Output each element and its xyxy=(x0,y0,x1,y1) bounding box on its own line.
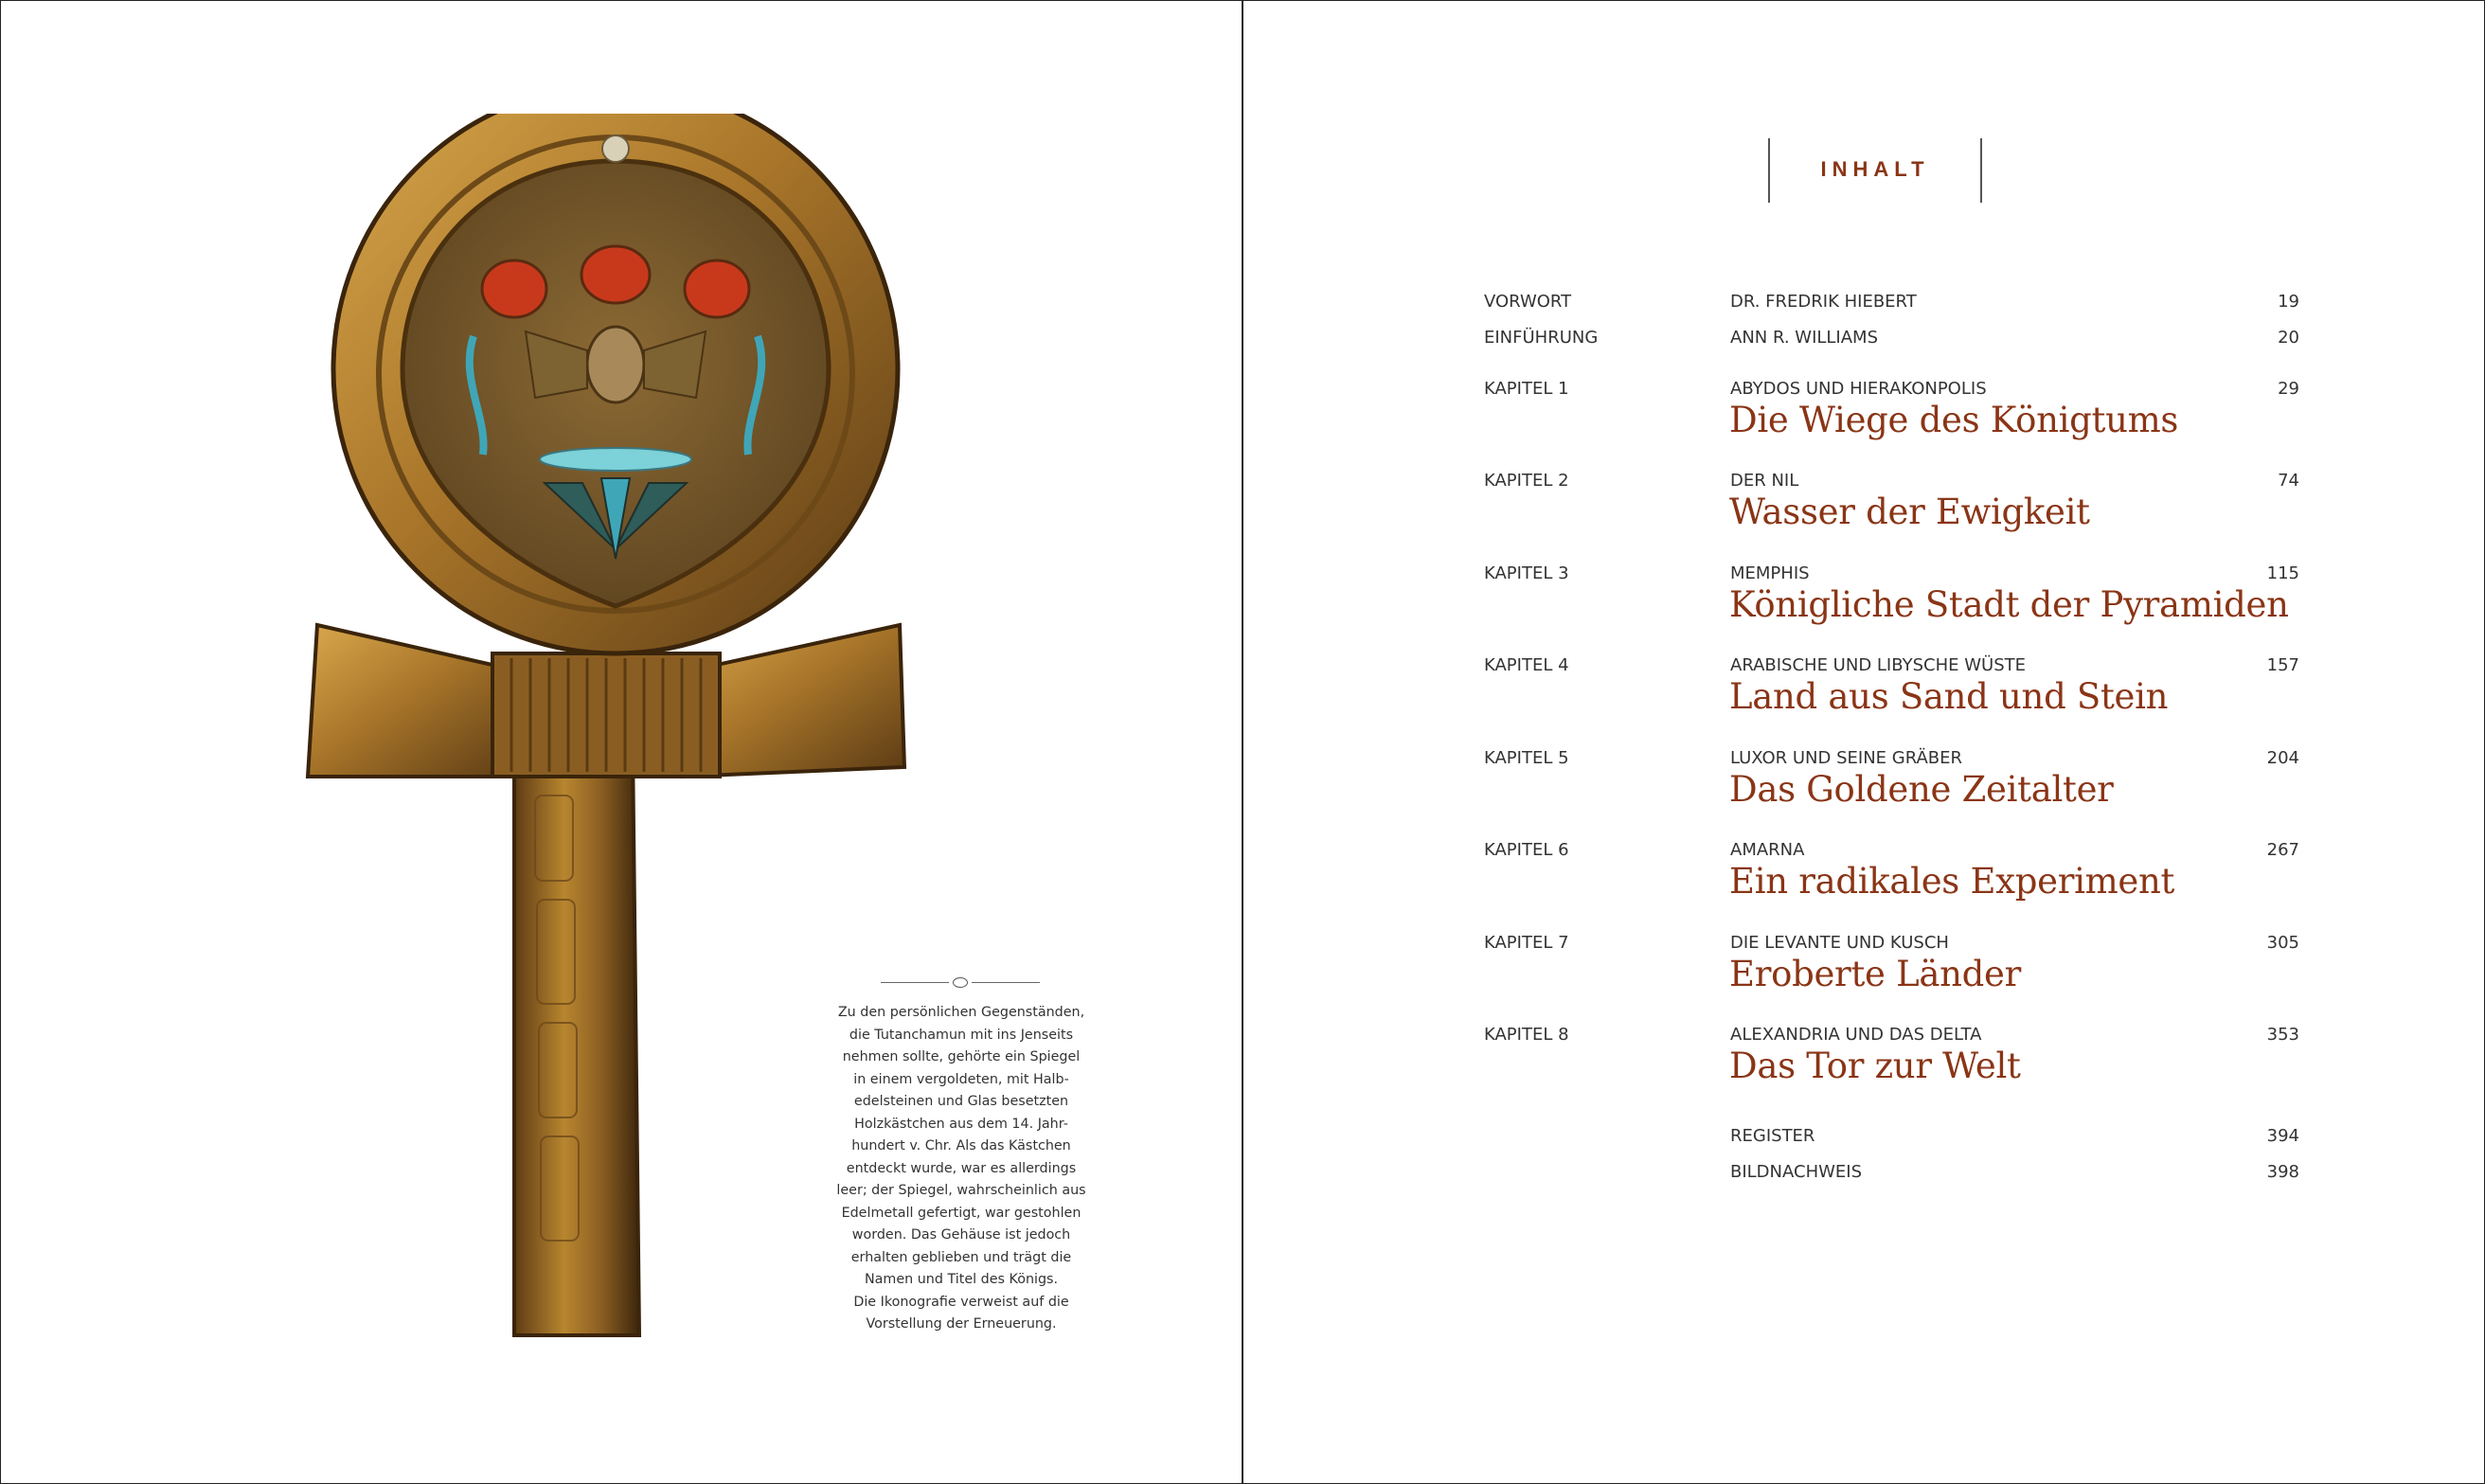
chapter-title: Land aus Sand und Stein xyxy=(1729,676,2169,717)
toc-label: BILDNACHWEIS xyxy=(1730,1162,1863,1182)
chapter-label: KAPITEL 5 xyxy=(1484,748,1569,768)
chapter-subtitle: ARABISCHE UND LIBYSCHE WÜSTE xyxy=(1730,655,2026,675)
chapter-label: KAPITEL 7 xyxy=(1484,933,1569,953)
toc-page-number: 204 xyxy=(2266,748,2299,768)
toc-heading-frame xyxy=(1768,138,1982,203)
chapter-title: Das Goldene Zeitalter xyxy=(1729,769,2114,810)
chapter-title: Die Wiege des Königtums xyxy=(1729,400,2179,440)
toc-page-number: 20 xyxy=(2278,328,2299,348)
chapter-label: KAPITEL 8 xyxy=(1484,1025,1569,1045)
toc-label: EINFÜHRUNG xyxy=(1484,328,1599,348)
image-caption: Zu den persönlichen Gegenständen, die Tutanchamun mit ins Jenseits nehmen sollte, gehörte ein Spiegel in einem vergoldeten, mit Halb- edelsteinen und Glas besetzten Holzkästchen aus dem 14. Jahr- hundert v. Chr. Als das Kästchen entdeckt wurde, war es allerdings leer; der Spiegel, wahrscheinlich aus Edelmetall gefertigt, war gestohlen worden. Das Gehäuse ist jedoch erhalten geblieben und trägt die Namen und Titel des Königs. Die Ikonografie verweist auf die Vorstellung der Erneuerung. xyxy=(836,1005,1086,1332)
chapter-subtitle: DIE LEVANTE UND KUSCH xyxy=(1730,933,1949,953)
toc-label: REGISTER xyxy=(1730,1126,1815,1146)
chapter-title: Wasser der Ewigkeit xyxy=(1729,492,2090,532)
toc-page-number: 19 xyxy=(2278,292,2299,312)
toc-page-number: 353 xyxy=(2266,1025,2299,1045)
toc-page-number: 398 xyxy=(2266,1162,2299,1182)
toc-page-number: 115 xyxy=(2266,563,2299,583)
chapter-subtitle: AMARNA xyxy=(1730,840,1805,860)
chapter-subtitle: MEMPHIS xyxy=(1730,563,1810,583)
toc-page-number: 305 xyxy=(2266,933,2299,953)
toc-page-number: 157 xyxy=(2266,655,2299,675)
chapter-label: KAPITEL 2 xyxy=(1484,471,1569,491)
chapter-subtitle: ALEXANDRIA UND DAS DELTA xyxy=(1730,1025,1982,1045)
toc-heading: INHALT xyxy=(1820,157,1930,181)
toc-author: ANN R. WILLIAMS xyxy=(1730,328,1879,348)
chapter-label: KAPITEL 6 xyxy=(1484,840,1569,860)
chapter-subtitle: DER NIL xyxy=(1730,471,1799,491)
chapter-title: Eroberte Länder xyxy=(1729,954,2021,994)
toc-page-number: 74 xyxy=(2278,471,2299,491)
chapter-title: Ein radikales Experiment xyxy=(1729,861,2175,902)
chapter-label: KAPITEL 3 xyxy=(1484,563,1569,583)
toc-page-number: 267 xyxy=(2266,840,2299,860)
toc-page-number: 394 xyxy=(2266,1126,2299,1146)
chapter-subtitle: LUXOR UND SEINE GRÄBER xyxy=(1730,748,1963,768)
toc-page-number: 29 xyxy=(2278,379,2299,399)
caption-ornament-rule xyxy=(881,974,1040,992)
right-page-table-of-contents xyxy=(1243,0,2485,1484)
chapter-subtitle: ABYDOS UND HIERAKONPOLIS xyxy=(1730,379,1987,399)
toc-label: VORWORT xyxy=(1484,292,1572,312)
chapter-label: KAPITEL 1 xyxy=(1484,379,1569,399)
chapter-title: Das Tor zur Welt xyxy=(1729,1046,2021,1086)
chapter-title: Königliche Stadt der Pyramiden xyxy=(1729,584,2289,625)
ankh-mirror-case-image xyxy=(298,114,914,1345)
toc-author: DR. FREDRIK HIEBERT xyxy=(1730,292,1917,312)
left-page xyxy=(0,0,1242,1484)
chapter-label: KAPITEL 4 xyxy=(1484,655,1569,675)
